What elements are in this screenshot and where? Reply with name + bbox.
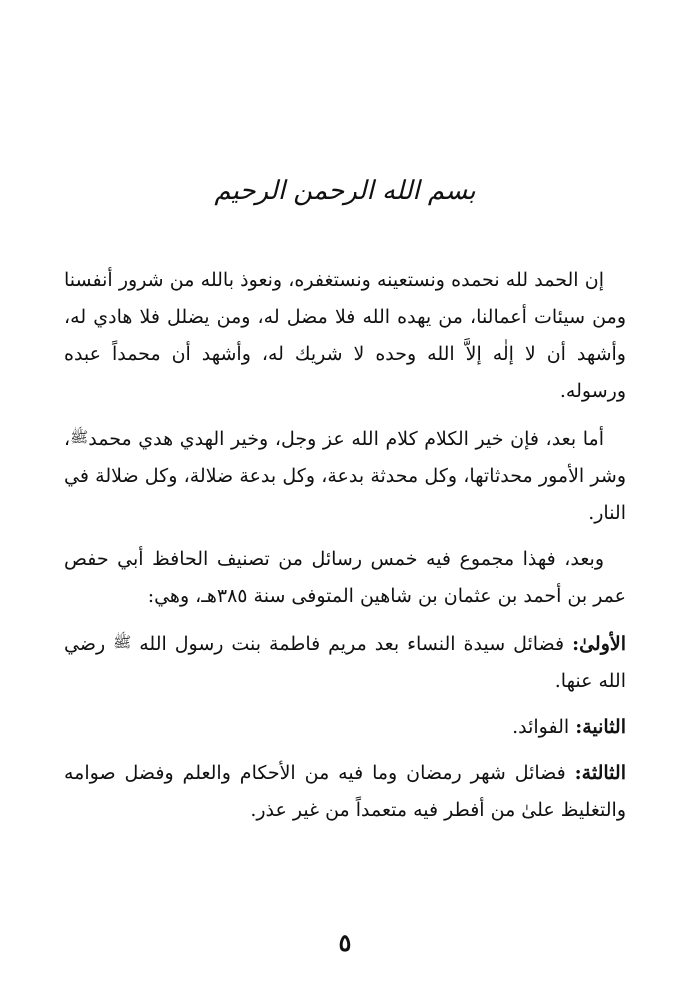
amma-baad-text-2: ، وشر الأمور محدثاتها، وكل محدثة بدعة، وكل بدعة ضلالة، وكل ضلالة في النار. (64, 428, 626, 524)
amma-baad-text-1: أما بعد، فإن خير الكلام كلام الله عز وجل، وخير الهدي هدي محمد (88, 428, 604, 450)
item-first-salla: ﷺ (113, 633, 132, 651)
intro-paragraph: إن الحمد لله نحمده ونستعينه ونستغفره، ونعوذ بالله من شرور أنفسنا ومن سيئات أعمالنا، من يهده الله فلا مضل له، ومن يضلل فلا هادي له، وأشهد أن لا إلٰه إلاَّ الله وحده لا شريك له، وأشهد أن محمداً عبده ورسوله. (64, 269, 626, 402)
page-number: ٥ (338, 928, 352, 957)
item-second-label: الثانية: (575, 716, 626, 738)
item-first-text-2: رضي الله عنها. (64, 633, 626, 692)
item-second-text: الفوائد. (512, 716, 570, 738)
salla-symbol: ﷺ (70, 428, 89, 446)
item-third (64, 755, 626, 829)
basmala-heading: بسم الله الرحمن الرحيم (214, 176, 476, 206)
amma-baad-paragraph (64, 419, 626, 532)
item-second (64, 709, 626, 746)
item-first-text: فضائل سيدة النساء بعد مريم فاطمة بنت رسول الله (139, 633, 565, 655)
item-third-label: الثالثة: (574, 762, 626, 784)
collection-paragraph: وبعد، فهذا مجموع فيه خمس رسائل من تصنيف الحافظ أبي حفص عمر بن أحمد بن عثمان بن شاهين المتوفى سنة ٣٨٥هـ، وهي: (64, 548, 626, 607)
item-first (64, 624, 626, 700)
page-body (64, 262, 626, 838)
item-third-text: فضائل شهر رمضان وما فيه من الأحكام والعلم وفضل صوامه والتغليظ علىٰ من أفطر فيه متعمداً من غير عذر. (64, 762, 626, 821)
item-first-label: الأولىٰ: (572, 633, 626, 655)
